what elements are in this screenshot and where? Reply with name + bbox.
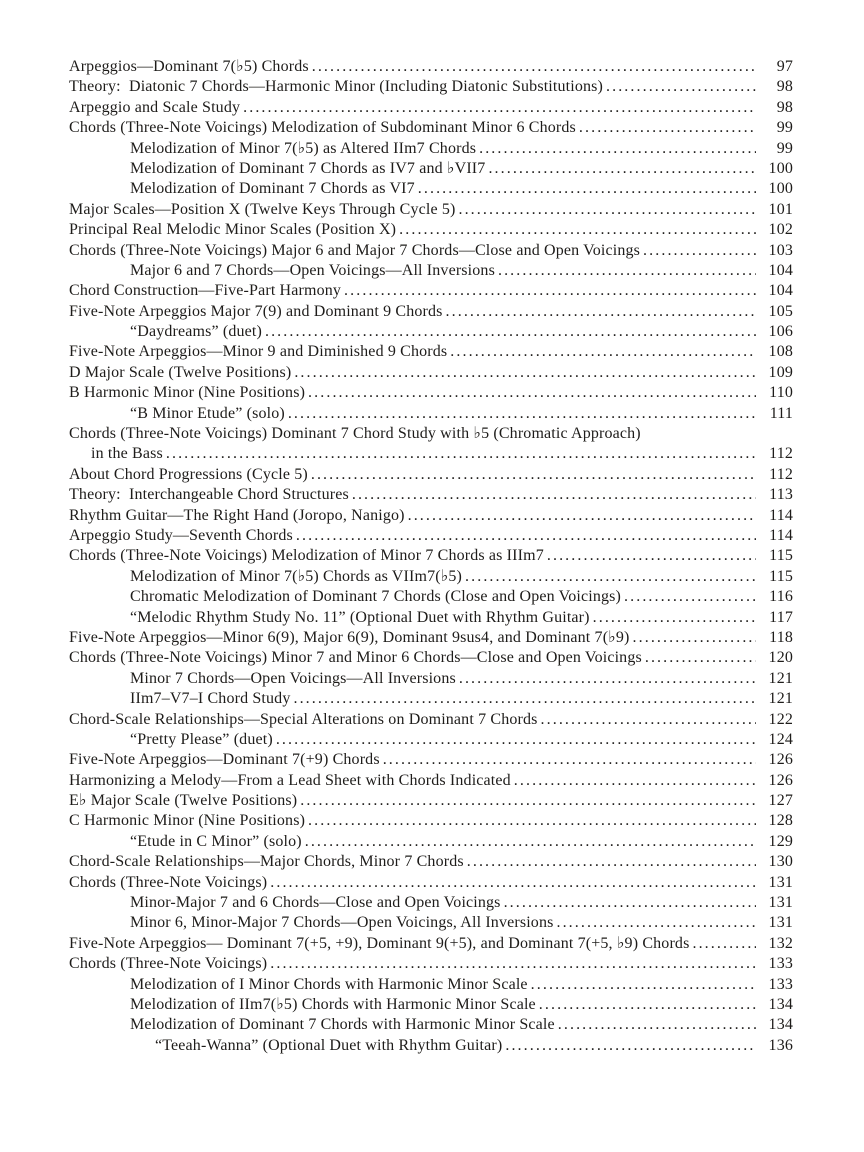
toc-entry [69,363,793,383]
dot-leader [276,730,756,750]
toc-entry [69,852,793,872]
toc-entry [69,444,793,464]
dot-leader [541,710,756,730]
toc-entry-page: 121 [768,669,793,687]
dot-leader [504,893,756,913]
toc-entry-title: Chords (Three-Note Voicings) Major 6 and Major 7 Chords—Close and Open Voicings [69,241,641,259]
toc-entry [69,465,793,485]
toc-entry-title: E♭ Major Scale (Twelve Positions) [69,792,298,810]
toc-entry-page: 104 [768,261,793,279]
toc-entry [69,1015,793,1035]
dot-leader [606,77,756,97]
toc-entry-title: Melodization of Dominant 7 Chords as VI7 [130,180,415,198]
dot-leader [465,567,756,587]
toc-entry [69,57,793,77]
dot-leader [408,506,756,526]
toc-entry [69,342,793,362]
toc-entry-page: 115 [769,567,793,585]
toc-entry [69,302,793,322]
toc-entry [69,934,793,954]
toc-entry-title: Chromatic Melodization of Dominant 7 Chords (Close and Open Voicings) [130,588,622,606]
dot-leader [446,302,756,322]
toc-entry-title: D Major Scale (Twelve Positions) [69,363,292,381]
toc-entry-title: Theory: Diatonic 7 Chords—Harmonic Minor (Including Diatonic Substitutions) [69,78,603,96]
toc-entry [69,832,793,852]
dot-leader [305,832,756,852]
toc-entry [69,220,793,240]
toc-entry [69,873,793,893]
toc-entry-page: 134 [768,995,793,1013]
dot-leader [488,159,756,179]
toc-entry-page: 114 [769,526,793,544]
toc-entry-title: IIm7–V7–I Chord Study [130,690,291,708]
toc-page [69,57,793,1056]
toc-entry [69,159,793,179]
dot-leader [243,98,756,118]
dot-leader [294,363,756,383]
toc-entry-title: Arpeggio and Scale Study [69,98,241,116]
dot-leader [593,608,756,628]
toc-entry-page: 131 [768,873,793,891]
toc-entry-title: Major Scales—Position X (Twelve Keys Through Cycle 5) [69,200,456,218]
toc-entry-page: 115 [769,547,793,565]
toc-entry [69,791,793,811]
toc-entry-title: Chords (Three-Note Voicings) Melodization of Minor 7 Chords as IIIm7 [69,547,544,565]
dot-leader [399,220,756,240]
dot-leader [458,200,756,220]
toc-entry-page: 114 [769,506,793,524]
toc-entry [69,139,793,159]
toc-entry [69,750,793,770]
toc-entry-page: 136 [768,1036,793,1054]
toc-entry [69,424,793,444]
toc-entry [69,1036,793,1056]
toc-entry-page: 116 [769,588,793,606]
dot-leader [692,934,756,954]
dot-leader [539,995,756,1015]
toc-entry-page: 126 [768,751,793,769]
dot-leader [643,241,756,261]
dot-leader [300,791,756,811]
toc-entry-title: Arpeggios—Dominant 7(♭5) Chords [69,58,309,75]
toc-entry-title: “Teeah-Wanna” (Optional Duet with Rhythm Guitar) [155,1036,503,1054]
toc-entry [69,587,793,607]
toc-entry [69,689,793,709]
dot-leader [459,669,756,689]
toc-entry [69,975,793,995]
toc-entry [69,322,793,342]
toc-entry-title: Chords (Three-Note Voicings) Minor 7 and Minor 6 Chords—Close and Open Voicings [69,649,642,667]
dot-leader [645,648,756,668]
toc-entry-title: Minor-Major 7 and 6 Chords—Close and Open Voicings [130,894,501,912]
toc-entry-page: 112 [769,445,793,463]
dot-leader [531,975,756,995]
toc-entry-page: 120 [768,649,793,667]
toc-entry-page: 121 [768,690,793,708]
toc-entry-page: 99 [776,119,793,137]
toc-entry-title: C Harmonic Minor (Nine Positions) [69,812,306,830]
dot-leader [312,57,756,77]
toc-entry-page: 134 [768,1016,793,1034]
dot-leader [467,852,756,872]
toc-entry-page: 98 [776,78,793,96]
dot-leader [270,954,756,974]
dot-leader [383,750,756,770]
toc-entry-title: Chords (Three-Note Voicings) [69,873,268,891]
toc-entry-page: 101 [768,200,793,218]
dot-leader [633,628,756,648]
toc-entry-title: Melodization of I Minor Chords with Harmonic Minor Scale [130,975,528,993]
toc-entry-page: 106 [768,323,793,341]
dot-leader [293,689,756,709]
toc-entry-page: 126 [768,771,793,789]
dot-leader [265,322,756,342]
dot-leader [296,526,756,546]
toc-entry-page: 133 [768,955,793,973]
dot-leader [558,1015,756,1035]
toc-entry-title: Minor 6, Minor-Major 7 Chords—Open Voicings, All Inversions [130,914,554,932]
toc-entry-page: 133 [768,975,793,993]
toc-entry [69,730,793,750]
dot-leader [418,179,756,199]
toc-entry-page: 127 [768,792,793,810]
toc-entry-title: Melodization of Dominant 7 Chords as IV7 and ♭VII7 [130,159,486,177]
toc-entry-title: Five-Note Arpeggios—Minor 9 and Diminished 9 Chords [69,343,448,361]
toc-entry-page: 105 [768,302,793,320]
toc-entry-page: 122 [768,710,793,728]
toc-entry [69,913,793,933]
dot-leader [624,587,756,607]
toc-entry-page: 100 [768,180,793,198]
toc-entry-title: “Melodic Rhythm Study No. 11” (Optional Duet with Rhythm Guitar) [130,608,590,626]
dot-leader [308,383,756,403]
toc-entry-page: 131 [768,914,793,932]
toc-entry-title: Chords (Three-Note Voicings) Melodization of Subdominant Minor 6 Chords [69,119,576,137]
dot-leader [514,771,756,791]
toc-entry [69,77,793,97]
dot-leader [311,465,756,485]
toc-entry-title: Chord-Scale Relationships—Major Chords, Minor 7 Chords [69,853,464,871]
toc-entry [69,241,793,261]
dot-leader [505,1036,756,1056]
dot-leader [166,444,756,464]
toc-list [69,57,793,1056]
toc-entry-page: 132 [768,934,793,952]
toc-entry-title: Five-Note Arpeggios— Dominant 7(+5, +9), Dominant 9(+5), and Dominant 7(+5, ♭9) Chords [69,934,690,952]
toc-entry-page: 109 [768,363,793,381]
toc-entry-page: 130 [768,853,793,871]
toc-entry [69,383,793,403]
toc-entry [69,995,793,1015]
toc-entry-title: “Daydreams” (duet) [130,323,262,341]
toc-entry [69,567,793,587]
toc-entry-title: About Chord Progressions (Cycle 5) [69,465,308,483]
toc-entry-page: 112 [769,465,793,483]
toc-entry-page: 102 [768,221,793,239]
toc-entry-page: 131 [768,894,793,912]
toc-entry-page: 104 [768,282,793,300]
toc-entry-page: 103 [768,241,793,259]
toc-entry-title: “Pretty Please” (duet) [130,730,273,748]
toc-entry-page: 113 [769,486,793,504]
toc-entry-page: 129 [768,832,793,850]
toc-entry-page: 124 [768,730,793,748]
toc-entry [69,118,793,138]
dot-leader [288,404,756,424]
toc-entry [69,261,793,281]
toc-entry-title: Melodization of Minor 7(♭5) as Altered IIm7 Chords [130,139,477,157]
toc-entry-title: B Harmonic Minor (Nine Positions) [69,384,306,402]
toc-entry [69,404,793,424]
toc-entry-page: 100 [768,159,793,177]
toc-entry [69,628,793,648]
dot-leader [556,913,756,933]
toc-entry-page: 98 [776,98,793,116]
dot-leader [479,139,756,159]
toc-entry [69,811,793,831]
toc-entry [69,710,793,730]
toc-entry-title: Melodization of IIm7(♭5) Chords with Harmonic Minor Scale [130,995,536,1013]
toc-entry-page: 110 [769,384,793,402]
toc-entry [69,506,793,526]
dot-leader [579,118,756,138]
toc-entry-title: “B Minor Etude” (solo) [130,404,285,422]
toc-entry-title: Melodization of Minor 7(♭5) Chords as VIIm7(♭5) [130,567,463,585]
toc-entry-page: 108 [768,343,793,361]
toc-entry-title: Major 6 and 7 Chords—Open Voicings—All Inversions [130,261,495,279]
toc-entry [69,485,793,505]
toc-entry-title: Chords (Three-Note Voicings) Dominant 7 Chord Study with ♭5 (Chromatic Approach) [69,425,641,443]
toc-entry [69,648,793,668]
toc-entry [69,893,793,913]
dot-leader [498,261,756,281]
toc-entry [69,526,793,546]
toc-entry-title: Minor 7 Chords—Open Voicings—All Inversions [130,669,456,687]
toc-entry-title: Harmonizing a Melody—From a Lead Sheet with Chords Indicated [69,771,511,789]
toc-entry-title: Melodization of Dominant 7 Chords with Harmonic Minor Scale [130,1016,555,1034]
toc-entry [69,200,793,220]
toc-entry-title: Chord-Scale Relationships—Special Alterations on Dominant 7 Chords [69,710,538,728]
dot-leader [344,281,756,301]
dot-leader [352,485,756,505]
toc-entry-page: 128 [768,812,793,830]
toc-entry [69,669,793,689]
toc-entry [69,98,793,118]
toc-entry-page: 118 [769,628,793,646]
toc-entry-title: Five-Note Arpeggios—Dominant 7(+9) Chords [69,751,380,769]
toc-entry-title: “Etude in C Minor” (solo) [130,832,302,850]
toc-entry-title: Rhythm Guitar—The Right Hand (Joropo, Nanigo) [69,506,405,524]
toc-entry-page: 97 [776,58,793,75]
toc-entry-title: Theory: Interchangeable Chord Structures [69,486,349,504]
toc-entry-title: Principal Real Melodic Minor Scales (Position X) [69,221,397,239]
toc-entry-title: in the Bass [91,445,163,463]
toc-entry-page: 99 [776,139,793,157]
toc-entry [69,281,793,301]
toc-entry-page: 111 [769,404,793,422]
toc-entry-title: Chord Construction—Five-Part Harmony [69,282,342,300]
toc-entry [69,771,793,791]
toc-entry [69,954,793,974]
toc-entry-title: Arpeggio Study—Seventh Chords [69,526,293,544]
toc-entry-title: Five-Note Arpeggios Major 7(9) and Dominant 9 Chords [69,302,443,320]
dot-leader [308,811,756,831]
dot-leader [547,546,756,566]
toc-entry [69,608,793,628]
dot-leader [270,873,756,893]
toc-entry-title: Five-Note Arpeggios—Minor 6(9), Major 6(9), Dominant 9sus4, and Dominant 7(♭9) [69,628,630,646]
toc-entry [69,179,793,199]
toc-entry-title: Chords (Three-Note Voicings) [69,955,268,973]
dot-leader [450,342,756,362]
toc-entry [69,546,793,566]
toc-entry-page: 117 [769,608,793,626]
